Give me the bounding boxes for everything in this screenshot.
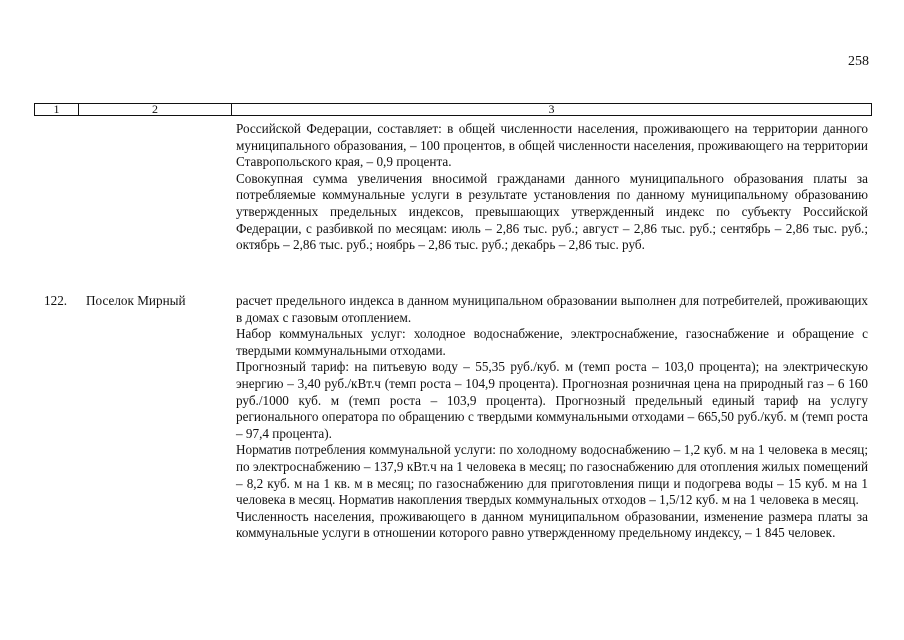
continued-row-text	[236, 121, 868, 254]
paragraph: Численность населения, проживающего в данном муниципальном образовании, изменение размера платы за коммунальные услуги в отношении которого равно утвержденному предельному индексу, – 1 845 человек.	[236, 508, 868, 541]
row-122-text	[236, 293, 868, 542]
header-col-1: 1	[35, 104, 79, 115]
table-header-row	[34, 103, 872, 116]
paragraph: Норматив потребления коммунальной услуги: по холодному водоснабжению – 1,2 куб. м на 1 человека в месяц; по электроснабжению – 137,9 кВт.ч на 1 человека в месяц; по газоснабжению для отопления жилых помещений – 8,2 куб. м на 1 кв. м в месяц; по газоснабжению для приготовления пищи и подогрева воды – 15 куб. м на 1 человека в месяц. Норматив накопления твердых коммунальных отходов – 1,5/12 куб. м на 1 человека в месяц.	[236, 442, 868, 508]
paragraph: Российской Федерации, составляет: в общей численности населения, проживающего на территории данного муниципального образования, – 100 процентов, в общей численности населения, проживающего на территории Ставропольского края, – 0,9 процента.	[236, 121, 868, 170]
paragraph: Прогнозный тариф: на питьевую воду – 55,35 руб./куб. м (темп роста – 103,0 процента); на электрическую энергию – 3,40 руб./кВт.ч (темп роста – 104,9 процента). Прогнозная розничная цена на природный газ – 6 160 руб./1000 куб. м (темп роста – 103,9 процента). Прогнозный предельный единый тариф на услугу регионального оператора по обращению с твердыми коммунальными отходами – 665,50 руб./куб. м (темп роста – 97,4 процента).	[236, 359, 868, 441]
header-col-3: 3	[548, 102, 555, 116]
page-number: 258	[848, 54, 869, 69]
header-col-2: 2	[79, 104, 232, 115]
paragraph: Совокупная сумма увеличения вносимой гражданами данного муниципального образования платы за потребляемые коммунальные услуги в результате установления по данному муниципальному образованию утвержденных предельных индексов, превышающих утвержденный индекс по субъекту Российской Федерации, с разбивкой по месяцам: июль – 2,86 тыс. руб.; август – 2,86 тыс. руб.; сентябрь – 2,86 тыс. руб.; октябрь – 2,86 тыс. руб.; ноябрь – 2,86 тыс. руб.; декабрь – 2,86 тыс. руб.	[236, 170, 868, 253]
paragraph: Набор коммунальных услуг: холодное водоснабжение, электроснабжение, газоснабжение и обращение с твердыми коммунальными отходами.	[236, 326, 868, 358]
municipality-name: Поселок Мирный	[86, 293, 186, 308]
paragraph: расчет предельного индекса в данном муниципальном образовании выполнен для потребителей, проживающих в домах с газовым отоплением.	[236, 293, 868, 325]
row-number: 122.	[44, 293, 68, 308]
